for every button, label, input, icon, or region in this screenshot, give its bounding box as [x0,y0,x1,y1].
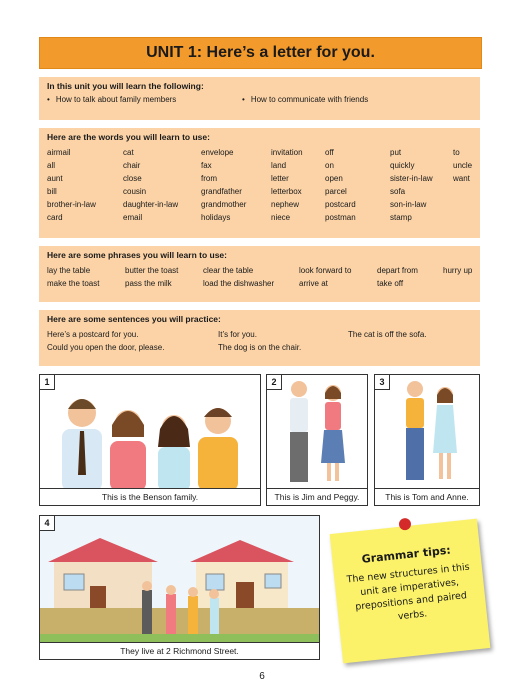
grammar-tips-body: The new structures in this unit are imperatives, prepositions and paired verbs. [346,561,471,623]
tom-and-anne-illustration [375,375,480,491]
father-figure [62,399,102,491]
panel-caption: This is the Benson family. [40,488,260,505]
vocabulary-word: email [123,213,143,222]
sentences-box [39,310,480,366]
panel-number: 3 [375,375,390,390]
vocabulary-word: envelope [201,148,234,157]
page-number: 6 [259,671,265,682]
vocabulary-word [453,185,483,198]
vocabulary-word: close [123,174,142,183]
vocabulary-word: letterbox [271,187,302,196]
vocabulary-word: off [325,148,334,157]
house-illustration [40,516,320,645]
vocabulary-word: airmail [47,148,71,157]
peggy-figure [321,385,345,481]
unit-title-banner [39,37,482,69]
vocabulary-word: on [325,161,334,170]
panel-caption: They live at 2 Richmond Street. [40,642,319,659]
phrases-grid [47,264,472,290]
vocabulary-word: nephew [271,200,300,209]
phrase-item: look forward to [299,266,352,275]
learning-goal-item: • How to talk about family members [47,95,242,104]
phrase-item: clear the table [203,266,254,275]
push-pin-icon [398,518,411,531]
phrases-heading: Here are some phrases you will learn to use: [47,250,227,260]
vocabulary-word: land [271,161,287,170]
mother-figure [110,410,146,491]
phrase-item: butter the toast [125,266,179,275]
vocabulary-word: grandfather [201,187,242,196]
learning-goal-item: • How to communicate with friends [242,95,437,104]
panel-number: 1 [40,375,55,390]
vocabulary-word: quickly [390,161,415,170]
vocabulary-word: son-in-law [390,200,427,209]
sentence-item: It’s for you. [218,330,257,339]
vocabulary-word: put [390,148,402,157]
garden-fence [40,608,320,645]
vocabulary-word: cat [123,148,134,157]
phrase-item [443,277,483,290]
phrases-box [39,246,480,302]
sentence-item: The dog is on the chair. [218,343,302,352]
panel-number: 2 [267,375,282,390]
vocabulary-heading: Here are the words you will learn to use: [47,132,210,142]
tom-figure [406,381,424,480]
vocabulary-word: postman [325,213,356,222]
vocabulary-word: to [453,148,460,157]
benson-family-illustration [40,375,261,491]
vocabulary-word: from [201,174,217,183]
vocabulary-word: uncle [453,161,473,170]
vocabulary-word: open [325,174,343,183]
vocabulary-word: grandmother [201,200,247,209]
grammar-tips-note [330,519,491,664]
phrase-item: lay the table [47,266,91,275]
vocabulary-grid [47,146,472,224]
vocabulary-word: fax [201,161,212,170]
vocabulary-word: sister-in-law [390,174,433,183]
jim-and-peggy-illustration [267,375,368,491]
anne-figure [433,387,457,479]
learning-goals-heading: In this unit you will learn the following: [47,81,204,91]
unit-title: UNIT 1: Here’s a letter for you. [146,44,375,61]
vocabulary-word: card [47,213,63,222]
vocabulary-word: holidays [201,213,231,222]
sentences-heading: Here are some sentences you will practice: [47,314,221,324]
vocabulary-word: daughter-in-law [123,200,179,209]
phrase-item: take off [377,279,404,288]
vocabulary-word: aunt [47,174,63,183]
vocabulary-word: niece [271,213,291,222]
phrase-item: pass the milk [125,279,172,288]
panel-benson-family [39,374,261,506]
panel-house [39,515,320,660]
vocabulary-word: parcel [325,187,347,196]
phrase-item: load the dishwasher [203,279,275,288]
panel-caption: This is Jim and Peggy. [267,488,367,505]
vocabulary-word: chair [123,161,141,170]
panel-caption: This is Tom and Anne. [375,488,479,505]
vocabulary-box [39,128,480,238]
vocabulary-word [453,198,483,211]
panel-number: 4 [40,516,55,531]
phrase-item: make the toast [47,279,100,288]
vocabulary-word: want [453,174,470,183]
vocabulary-word: cousin [123,187,147,196]
sentence-item: Here’s a postcard for you. [47,330,139,339]
vocabulary-word: bill [47,187,57,196]
phrase-item: depart from [377,266,418,275]
vocabulary-word: invitation [271,148,303,157]
son-figure [198,408,238,491]
vocabulary-word: sofa [390,187,406,196]
sentence-item [348,341,478,354]
vocabulary-word: letter [271,174,289,183]
vocabulary-word [453,211,483,224]
panel-tom-and-anne [374,374,480,506]
vocabulary-word: all [47,161,56,170]
daughter-figure [158,415,190,491]
sentence-item: The cat is off the sofa. [348,330,427,339]
vocabulary-word: stamp [390,213,412,222]
phrase-item: hurry up [443,266,473,275]
sentences-grid [47,328,472,354]
vocabulary-word: brother-in-law [47,200,96,209]
sentence-item: Could you open the door, please. [47,343,165,352]
panel-jim-and-peggy [266,374,368,506]
jim-figure [290,381,308,482]
grammar-tips-title: Grammar tips: [361,543,452,566]
learning-goals-box [39,77,480,120]
vocabulary-word: postcard [325,200,356,209]
phrase-item: arrive at [299,279,328,288]
